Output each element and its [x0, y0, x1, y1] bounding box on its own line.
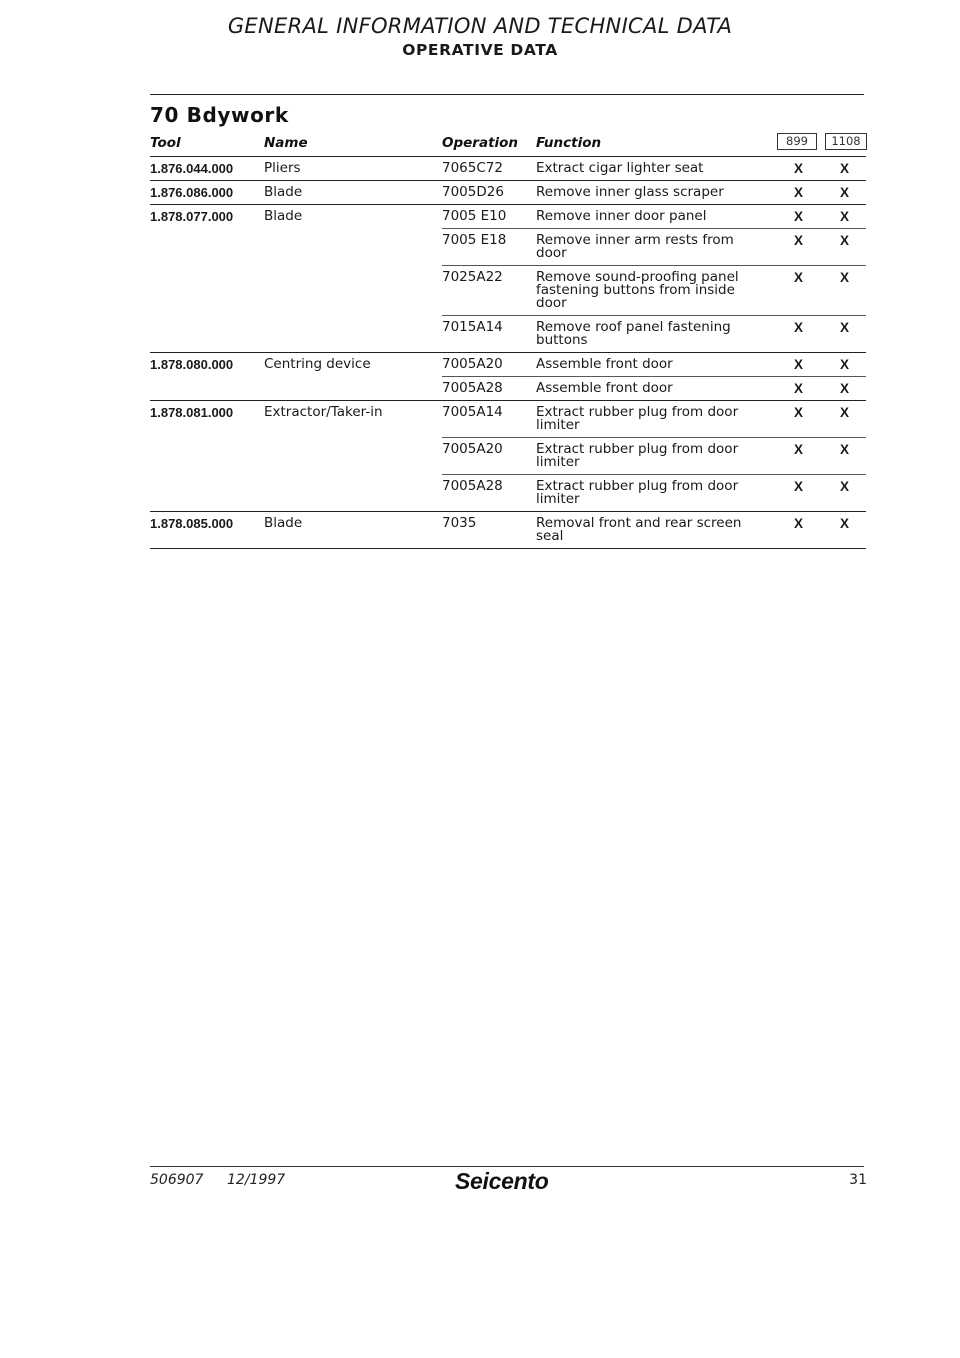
- brand-logo: Seicento: [455, 1168, 549, 1194]
- row-divider: [442, 265, 866, 266]
- column-header-function: Function: [536, 135, 602, 151]
- tool-number: 1.878.077.000: [150, 209, 234, 224]
- row-divider: [150, 352, 866, 353]
- tool-name: Blade: [264, 208, 303, 224]
- tool-number: 1.878.085.000: [150, 516, 234, 531]
- function-description: Assemble front door: [536, 380, 673, 396]
- operation-code: 7015A14: [442, 319, 503, 335]
- variant-1108-mark: X: [840, 270, 850, 285]
- footer-divider: [150, 1166, 864, 1167]
- variant-899-mark: X: [794, 442, 804, 457]
- operation-code: 7005 E10: [442, 208, 507, 224]
- row-divider: [442, 437, 866, 438]
- column-header-variant-1108: 1108: [825, 133, 867, 150]
- tool-number: 1.876.044.000: [150, 161, 234, 176]
- operation-code: 7005 E18: [442, 232, 507, 248]
- tool-name: Centring device: [264, 356, 371, 372]
- variant-899-mark: X: [794, 233, 804, 248]
- variant-1108-mark: X: [840, 233, 850, 248]
- operation-code: 7005A28: [442, 380, 503, 396]
- variant-899-mark: X: [794, 479, 804, 494]
- variant-1108-mark: X: [840, 161, 850, 176]
- operation-code: 7005A28: [442, 478, 503, 494]
- variant-899-mark: X: [794, 357, 804, 372]
- page-number: 31: [849, 1172, 867, 1188]
- column-header-variant-899: 899: [777, 133, 817, 150]
- variant-1108-mark: X: [840, 516, 850, 531]
- function-description: Remove inner door panel: [536, 208, 707, 224]
- row-divider: [150, 180, 866, 181]
- tool-table: [0, 0, 960, 600]
- footer-doc-number: 506907: [150, 1172, 204, 1188]
- variant-899-mark: X: [794, 320, 804, 335]
- page-header-subtitle: OPERATIVE DATA: [402, 41, 558, 59]
- function-description: Extract rubber plug from door limiter: [536, 478, 739, 507]
- function-description: Remove roof panel fastening buttons: [536, 319, 731, 348]
- column-header-operation: Operation: [442, 135, 519, 151]
- tool-number: 1.878.080.000: [150, 357, 234, 372]
- row-divider: [150, 511, 866, 512]
- table-bottom-rule: [150, 548, 866, 549]
- variant-899-mark: X: [794, 161, 804, 176]
- row-divider: [442, 228, 866, 229]
- operation-code: 7005A20: [442, 356, 503, 372]
- row-divider: [150, 400, 866, 401]
- variant-1108-mark: X: [840, 357, 850, 372]
- variant-899-mark: X: [794, 209, 804, 224]
- tool-number: 1.878.081.000: [150, 405, 234, 420]
- variant-899-mark: X: [794, 381, 804, 396]
- variant-1108-mark: X: [840, 381, 850, 396]
- row-divider: [150, 156, 866, 157]
- page-header-title: GENERAL INFORMATION AND TECHNICAL DATA: [227, 14, 733, 38]
- variant-1108-mark: X: [840, 209, 850, 224]
- row-divider: [442, 474, 866, 475]
- variant-1108-mark: X: [840, 185, 850, 200]
- tool-name: Pliers: [264, 160, 301, 176]
- function-description: Remove inner glass scraper: [536, 184, 724, 200]
- variant-1108-mark: X: [840, 405, 850, 420]
- variant-899-mark: X: [794, 270, 804, 285]
- function-description: Extract rubber plug from door limiter: [536, 441, 739, 470]
- operation-code: 7005A20: [442, 441, 503, 457]
- tool-name: Blade: [264, 184, 303, 200]
- row-divider: [442, 376, 866, 377]
- column-header-name: Name: [264, 135, 308, 151]
- function-description: Remove inner arm rests from door: [536, 232, 734, 261]
- function-description: Extract cigar lighter seat: [536, 160, 704, 176]
- function-description: Assemble front door: [536, 356, 673, 372]
- variant-899-mark: X: [794, 185, 804, 200]
- operation-code: 7035: [442, 515, 477, 531]
- variant-899-mark: X: [794, 405, 804, 420]
- section-title: 70 Bdywork: [150, 103, 289, 127]
- variant-899-mark: X: [794, 516, 804, 531]
- function-description: Extract rubber plug from door limiter: [536, 404, 739, 433]
- row-divider: [442, 315, 866, 316]
- operation-code: 7005D26: [442, 184, 504, 200]
- row-divider: [150, 204, 866, 205]
- tool-name: Extractor/Taker-in: [264, 404, 383, 420]
- function-description: Removal front and rear screen seal: [536, 515, 742, 544]
- variant-1108-mark: X: [840, 442, 850, 457]
- tool-number: 1.876.086.000: [150, 185, 234, 200]
- function-description: Remove sound-proofing panel fastening buttons from inside door: [536, 269, 739, 311]
- operation-code: 7065C72: [442, 160, 503, 176]
- variant-1108-mark: X: [840, 320, 850, 335]
- operation-code: 7005A14: [442, 404, 503, 420]
- operation-code: 7025A22: [442, 269, 503, 285]
- column-header-tool: Tool: [150, 135, 181, 151]
- variant-1108-mark: X: [840, 479, 850, 494]
- tool-name: Blade: [264, 515, 303, 531]
- footer-date: 12/1997: [227, 1172, 286, 1188]
